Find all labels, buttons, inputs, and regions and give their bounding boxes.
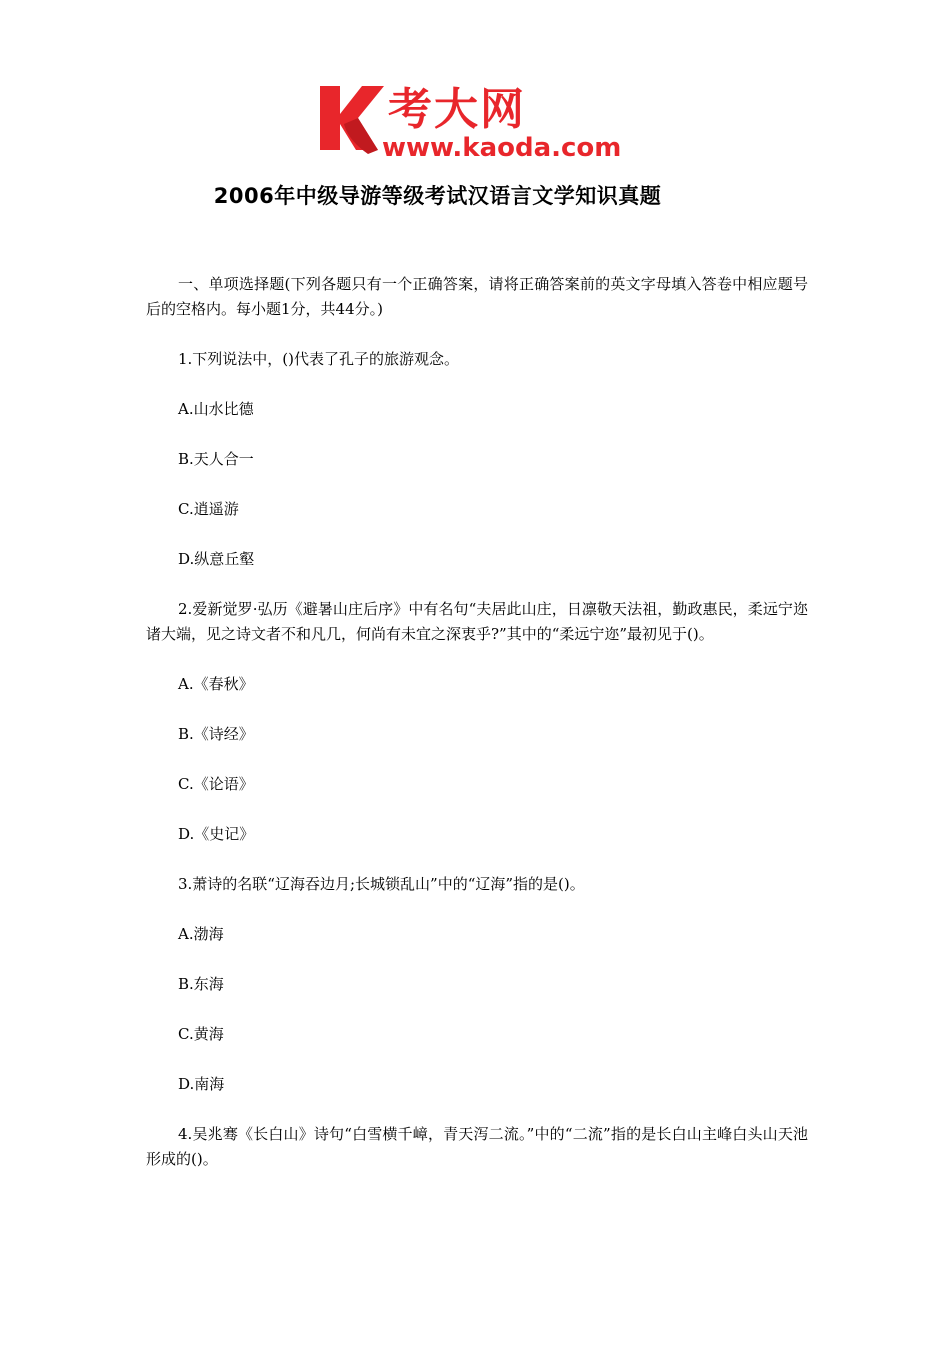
logo-graphic (318, 80, 648, 164)
section-intro: 一、单项选择题(下列各题只有一个正确答案，请将正确答案前的英文字母填入答卷中相应题号后的空格内。每小题1分，共44分。) (146, 275, 808, 318)
question-1-option-a: A.山水比德 (178, 400, 254, 418)
logo-brand-text: 考大网 (388, 84, 526, 135)
page-title: 2006年中级导游等级考试汉语言文学知识真题 (213, 184, 662, 208)
question-3-stem: 3.萧诗的名联“辽海吞边月;长城锁乱山”中的“辽海”指的是()。 (178, 875, 585, 893)
logo-url-text: www.kaoda.com (382, 133, 622, 163)
question-1-option-c: C.逍遥游 (178, 500, 239, 518)
logo-k-mark (320, 86, 384, 150)
question-4-stem: 4.吴兆骞《长白山》诗句“白雪横千嶂，青天泻二流。”中的“二流”指的是长白山主峰白头山天池形成的()。 (146, 1125, 808, 1168)
question-2-option-b: B.《诗经》 (178, 725, 254, 743)
kaoda-logo (318, 80, 648, 164)
document-body (146, 272, 808, 1197)
question-1-stem: 1.下列说法中，()代表了孔子的旅游观念。 (178, 350, 460, 368)
question-2-stem: 2.爱新觉罗·弘历《避暑山庄后序》中有名句“夫居此山庄，日凛敬天法祖，勤政惠民，柔远宁迩诸大端，见之诗文者不和凡几，何尚有未宜之深衷乎?”其中的“柔远宁迩”最初见于()。 (146, 600, 808, 643)
question-3-option-b: B.东海 (178, 975, 224, 993)
question-3-option-d: D.南海 (178, 1075, 225, 1093)
question-2-option-d: D.《史记》 (178, 825, 255, 843)
question-3-option-c: C.黄海 (178, 1025, 224, 1043)
question-1-option-b: B.天人合一 (178, 450, 254, 468)
question-2-option-c: C.《论语》 (178, 775, 254, 793)
question-2-option-a: A.《春秋》 (178, 675, 254, 693)
question-1-option-d: D.纵意丘壑 (178, 550, 255, 568)
question-3-option-a: A.渤海 (178, 925, 224, 943)
